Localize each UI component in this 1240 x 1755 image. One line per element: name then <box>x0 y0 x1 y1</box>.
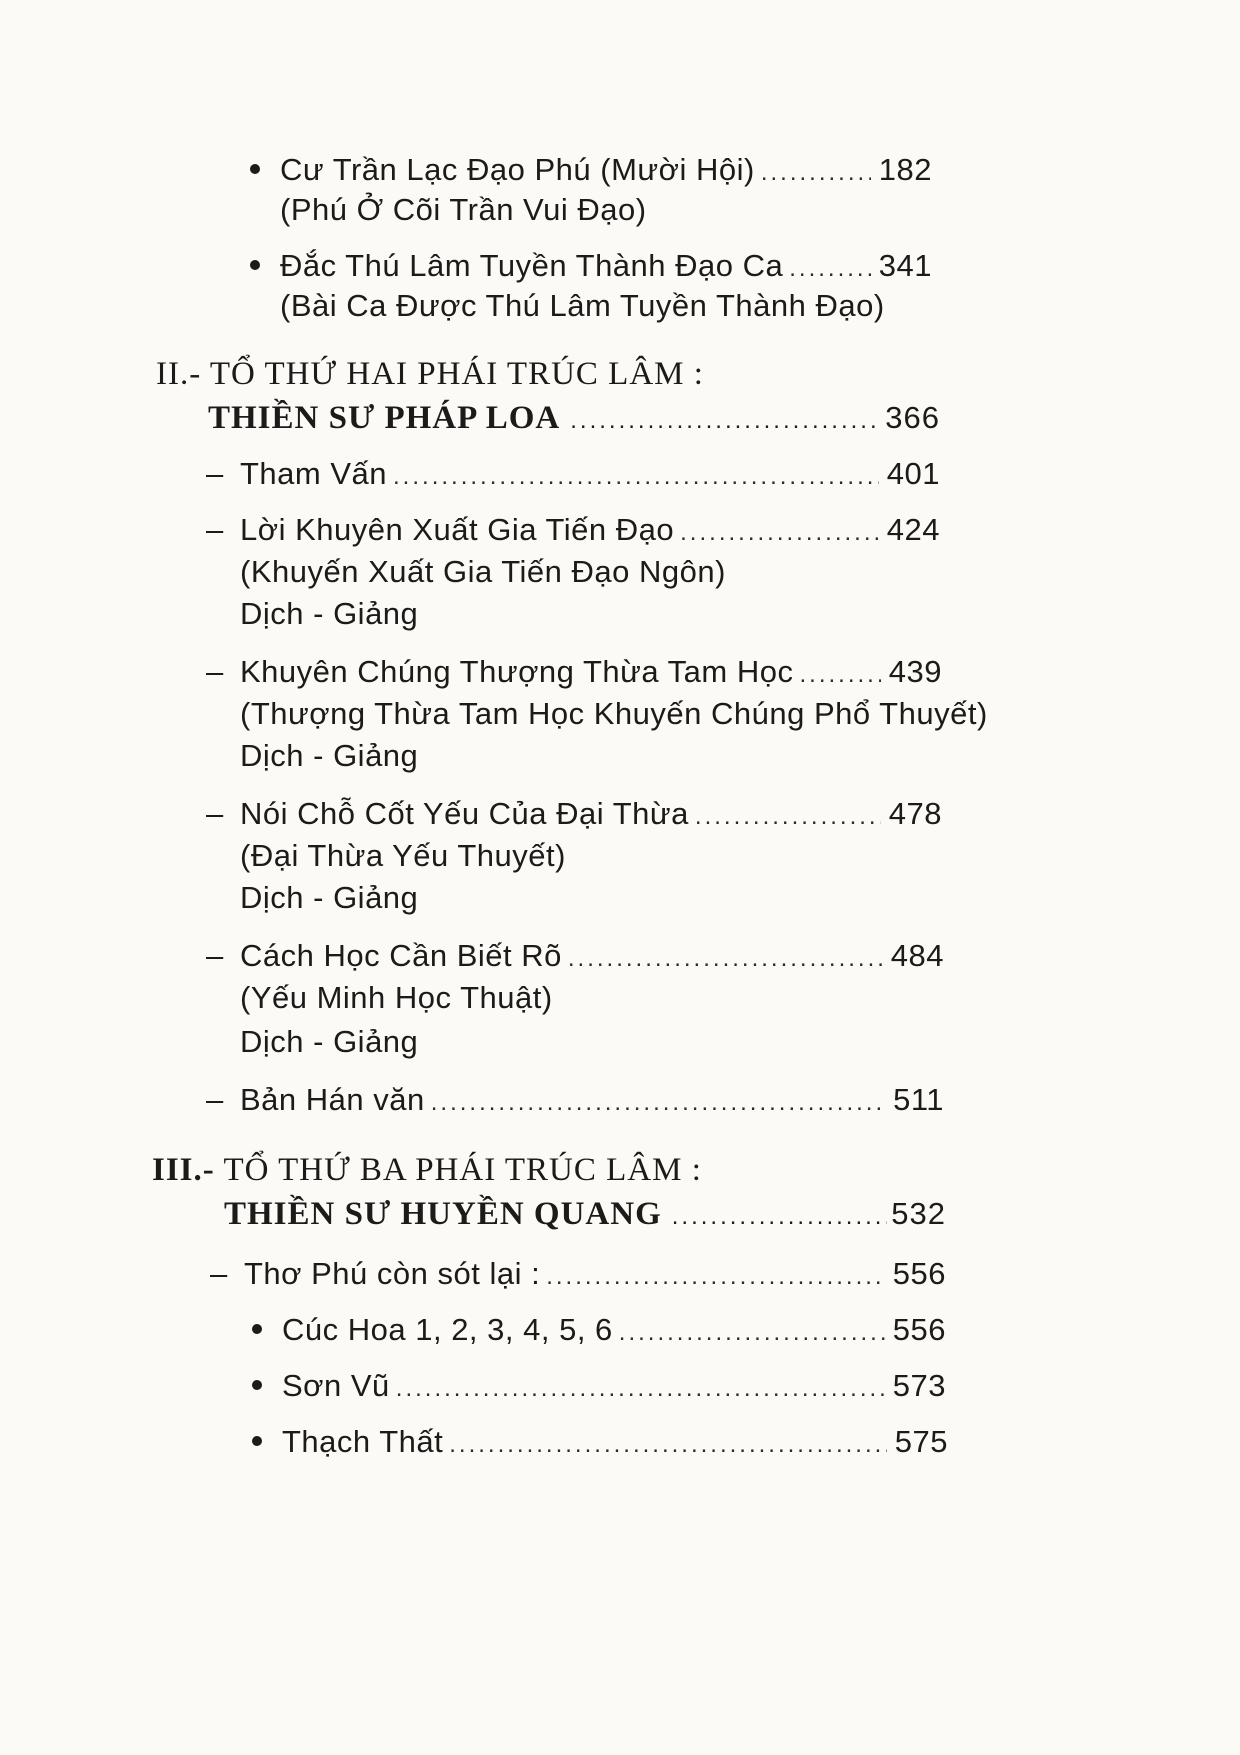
page-number: 556 <box>892 1312 946 1347</box>
entry-note: Dịch - Giảng <box>240 738 419 773</box>
page-number: 573 <box>892 1368 946 1403</box>
dash-icon: – <box>206 654 224 689</box>
dash-icon: – <box>206 456 224 491</box>
dash-icon: – <box>206 1082 224 1117</box>
dot-leader <box>789 255 871 283</box>
entry-title: Khuyên Chúng Thượng Thừa Tam Học <box>240 654 794 689</box>
master-title: THIỀN SƯ HUYỀN QUANG <box>224 1196 662 1232</box>
toc-entry[interactable] <box>206 796 942 832</box>
dot-leader <box>431 1089 885 1117</box>
entry-title: Thơ Phú còn sót lại : <box>244 1256 541 1291</box>
section-heading <box>152 1152 702 1189</box>
page-number: 341 <box>878 248 932 283</box>
dot-leader <box>672 1203 888 1231</box>
entry-title: Cư Trần Lạc Đạo Phú (Mười Hội) <box>280 152 755 187</box>
page-number: 511 <box>893 1082 944 1117</box>
toc-entry[interactable] <box>206 654 942 690</box>
dot-leader <box>546 1263 885 1291</box>
entry-title: Cách Học Cần Biết Rõ <box>240 938 562 973</box>
page-number: 401 <box>886 456 940 491</box>
page-number: 478 <box>888 796 942 831</box>
dot-leader <box>680 519 879 547</box>
toc-entry[interactable] <box>206 456 940 492</box>
page-number: 439 <box>888 654 942 689</box>
entry-title: Thạch Thất <box>282 1424 444 1459</box>
dot-leader <box>393 463 879 491</box>
dash-icon: – <box>206 796 224 831</box>
dot-leader <box>799 661 880 689</box>
page-number: 556 <box>892 1256 946 1291</box>
entry-subtitle: (Bài Ca Được Thú Lâm Tuyền Thành Đạo) <box>280 288 885 323</box>
section-numeral: III.- <box>152 1152 215 1188</box>
dash-icon: – <box>210 1256 228 1291</box>
toc-entry[interactable] <box>210 1256 946 1292</box>
page-number: 424 <box>886 512 940 547</box>
dot-leader <box>449 1431 887 1459</box>
section-heading-text: TỔ THỨ HAI PHÁI TRÚC LÂM : <box>209 356 704 392</box>
entry-title: Tham Vấn <box>240 456 388 491</box>
entry-subtitle: (Yếu Minh Học Thuật) <box>240 980 553 1015</box>
page-number: 532 <box>891 1196 946 1231</box>
toc-entry[interactable] <box>206 938 944 974</box>
entry-title: Đắc Thú Lâm Tuyền Thành Đạo Ca <box>280 248 784 283</box>
entry-subtitle: (Khuyến Xuất Gia Tiến Đạo Ngôn) <box>240 554 726 589</box>
toc-master-entry[interactable] <box>208 400 940 437</box>
dash-icon: – <box>206 512 224 547</box>
page-number: 484 <box>890 938 944 973</box>
section-heading-text: TỔ THỨ BA PHÁI TRÚC LÂM : <box>223 1152 702 1188</box>
toc-entry[interactable] <box>250 248 932 284</box>
entry-title: Cúc Hoa 1, 2, 3, 4, 5, 6 <box>282 1312 613 1347</box>
dot-leader <box>695 803 881 831</box>
dot-leader <box>570 407 881 435</box>
entry-subtitle: (Đại Thừa Yếu Thuyết) <box>240 838 566 873</box>
dot-leader <box>568 945 883 973</box>
bullet-icon <box>252 1324 262 1334</box>
toc-entry[interactable] <box>206 512 940 548</box>
toc-entry[interactable] <box>252 1312 946 1348</box>
master-title: THIỀN SƯ PHÁP LOA <box>208 400 561 436</box>
dot-leader <box>761 159 871 187</box>
bullet-icon <box>250 164 260 174</box>
entry-title: Nói Chỗ Cốt Yếu Của Đại Thừa <box>240 796 689 831</box>
dot-leader <box>396 1375 885 1403</box>
toc-entry[interactable] <box>206 1082 944 1118</box>
entry-title: Bản Hán văn <box>240 1082 425 1117</box>
entry-title: Lời Khuyên Xuất Gia Tiến Đạo <box>240 512 675 547</box>
entry-note: Dịch - Giảng <box>240 880 419 915</box>
page-number: 182 <box>878 152 932 187</box>
dash-icon: – <box>206 938 224 973</box>
entry-note: Dịch - Giảng <box>240 596 419 631</box>
section-heading <box>156 356 704 393</box>
entry-title: Sơn Vũ <box>282 1368 390 1403</box>
bullet-icon <box>252 1436 262 1446</box>
toc-master-entry[interactable] <box>224 1196 946 1233</box>
bullet-icon <box>250 260 260 270</box>
toc-entry[interactable] <box>252 1424 948 1460</box>
entry-note: Dịch - Giảng <box>240 1024 419 1059</box>
entry-subtitle: (Phú Ở Cõi Trần Vui Đạo) <box>280 192 647 227</box>
toc-entry[interactable] <box>250 152 932 188</box>
page-number: 575 <box>894 1424 948 1459</box>
dot-leader <box>619 1319 885 1347</box>
toc-entry[interactable] <box>252 1368 946 1404</box>
section-numeral: II.- <box>156 356 202 392</box>
page-number: 366 <box>885 400 940 435</box>
bullet-icon <box>252 1380 262 1390</box>
entry-subtitle: (Thượng Thừa Tam Học Khuyến Chúng Phổ Thuyết) <box>240 696 988 731</box>
